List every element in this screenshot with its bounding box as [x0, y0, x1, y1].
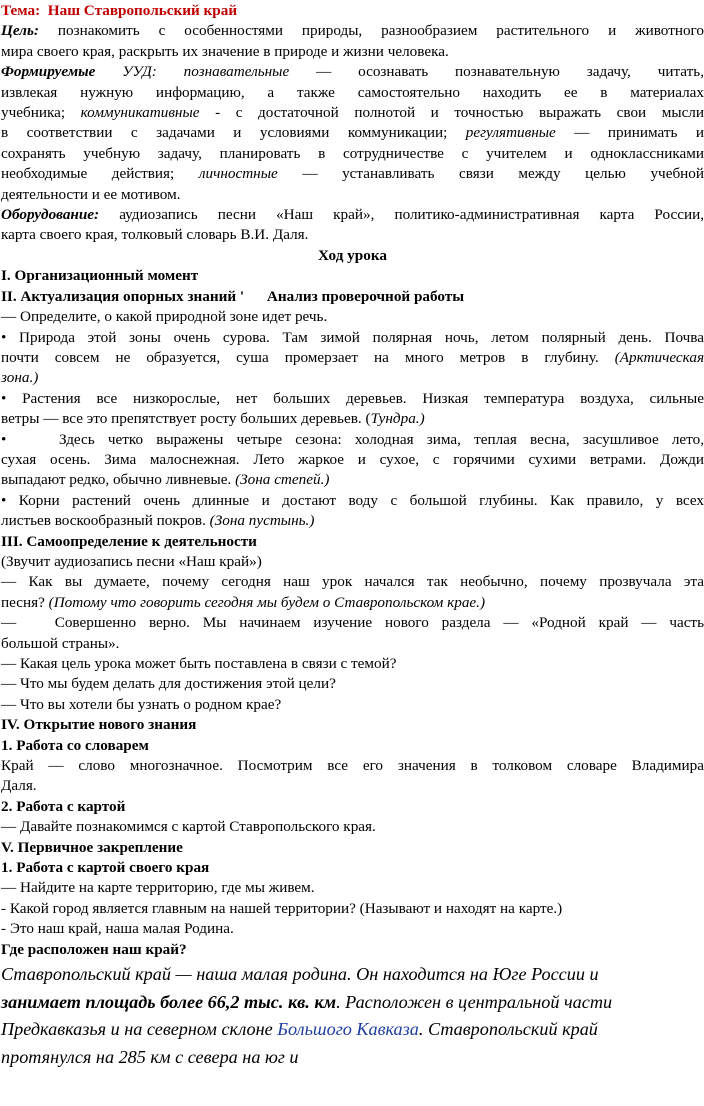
- equipment-text-1: аудиозапись песни «Наш край», политико-административная карта России,: [119, 206, 704, 224]
- uud-type-label: УУД:: [122, 63, 157, 81]
- topic-line: [1, 1, 704, 21]
- uud-text-6a: необходимые действия;: [1, 165, 175, 183]
- uud-text-3a: учебника;: [1, 104, 66, 122]
- bullet-1-line-1: • Природа этой зоны очень сурова. Там зимой полярная ночь, летом полярный день. Почва: [1, 328, 704, 346]
- section-2-heading: II. Актуализация опорных знаний ' Анализ проверочной работы: [1, 287, 465, 305]
- where-heading: Где расположен наш край?: [1, 940, 187, 958]
- document-page: [0, 1, 704, 1106]
- uud-line-4: [1, 123, 704, 143]
- bullet-1-answer-a: (Арктическая: [614, 348, 704, 366]
- section-4-1-line-1: Край — слово многозначное. Посмотрим все его значения в толковом словаре Владимира: [1, 757, 704, 775]
- bullet-2-line-2: [1, 409, 704, 429]
- uud-line-2: извлекая нужную информацию, а также самостоятельно находить ее в материалах: [1, 83, 704, 101]
- section-3-q5: — Что вы хотели бы узнать о родном крае?: [1, 695, 282, 713]
- section-3-audio-note: (Звучит аудиозапись песни «Наш край»): [1, 552, 262, 570]
- uud-line-3: [1, 103, 704, 123]
- bullet-1-text-2: почти совсем не образуется, суша промерзает на много метров в глубину.: [1, 348, 599, 366]
- uud-line-6: [1, 164, 704, 184]
- bullet-3-text-3: выпадают редко, обычно ливневые.: [1, 471, 232, 489]
- uud-text-1: — осознавать познавательную задачу, читать,: [316, 63, 704, 81]
- area-bold-text: занимает площадь более 66,2 тыс. кв. км: [1, 991, 337, 1012]
- equipment-label: Оборудование:: [1, 206, 100, 224]
- section-1-heading: I. Организационный момент: [1, 267, 199, 285]
- uud-text-4b: — принимать и: [574, 124, 704, 142]
- section-5-1-heading: 1. Работа с картой своего края: [1, 859, 210, 877]
- uud-regulative-label: регулятивные: [465, 124, 556, 142]
- equipment-line-1: [1, 205, 704, 225]
- section-4-heading: IV. Открытие нового знания: [1, 716, 197, 734]
- zone-question: — Определите, о какой природной зоне идет речь.: [1, 308, 328, 326]
- goal-line-2: мира своего края, раскрыть их значение в природе и жизни человека.: [1, 42, 449, 60]
- big-line-4: протянулся на 285 км с севера на юг и: [1, 1046, 299, 1067]
- bullet-2-text-2: ветры — все это препятствует росту больших деревьев. (: [1, 410, 371, 428]
- topic-label: Тема:: [1, 2, 41, 19]
- big-text-2: . Расположен в центральной части: [336, 991, 613, 1012]
- uud-text-6b: — устанавливать связи между целью учебной: [302, 165, 704, 183]
- section-3-q3: — Какая цель урока может быть поставлена в связи с темой?: [1, 655, 397, 672]
- section-4-1-line-2: Даля.: [1, 777, 37, 795]
- equipment-line-2: карта своего края, толковый словарь В.И. Даля.: [1, 226, 309, 244]
- bullet-3-line-3: [1, 470, 704, 490]
- uud-line-7: деятельности и ее мотивом.: [1, 185, 181, 203]
- section-3-q1-line-2: [1, 593, 704, 613]
- big-line-2: [1, 989, 704, 1017]
- section-3-q4: — Что мы будем делать для достижения этой цели?: [1, 675, 336, 693]
- uud-cognitive-label: познавательные: [183, 63, 290, 81]
- bullet-4-text-2: листьев воскообразный покров.: [1, 512, 206, 530]
- bullet-4-line-2: [1, 511, 704, 531]
- bullet-1-answer-b: зона.): [1, 369, 39, 387]
- bullet-2-line-1: • Растения все низкорослые, нет больших деревьев. Низкая температура воздуха, сильные: [1, 389, 704, 407]
- bullet-1-line-2: [1, 348, 704, 368]
- section-5-heading: V. Первичное закрепление: [1, 838, 183, 856]
- section-5-1-line-3: - Это наш край, наша малая Родина.: [1, 920, 234, 938]
- big-line-1: Ставропольский край — наша малая родина. Он находится на Юге России и: [1, 964, 599, 985]
- uud-line-5: сохранять учебную задачу, планировать в сотрудничестве с учителем и одноклассниками: [1, 144, 704, 162]
- section-3-q2-line-2: большой страны».: [1, 634, 120, 652]
- section-4-2-line-1: — Давайте познакомимся с картой Ставропольского края.: [1, 818, 376, 836]
- bullet-3-line-2: сухая осень. Зима малоснежная. Лето жаркое и сухое, с горячими сухими ветрами. Дожди: [1, 450, 704, 468]
- section-5-1-line-1: — Найдите на карте территорию, где мы живем.: [1, 879, 315, 897]
- uud-label: Формируемые: [1, 63, 96, 81]
- big-text-3a: Предкавказья и на северном склоне: [1, 1019, 273, 1040]
- goal-label: Цель:: [1, 22, 39, 40]
- bullet-4-line-1: • Корни растений очень длинные и достают воду с большой глубины. Как правило, у всех: [1, 491, 704, 509]
- uud-communicative-label: коммуникативные: [80, 104, 200, 122]
- uud-personal-label: личностные: [198, 165, 278, 183]
- section-3-q2-line-1: — Совершенно верно. Мы начинаем изучение нового раздела — «Родной край — часть: [1, 614, 704, 632]
- big-line-3: [1, 1016, 704, 1044]
- caucasus-link[interactable]: Большого Кавказа: [277, 1019, 419, 1040]
- section-3-q1-answer: (Потому что говорить сегодня мы будем о Ставропольском крае.): [48, 593, 486, 611]
- bullet-3-answer: (Зона степей.): [235, 471, 330, 489]
- section-3-q1-text-2: песня?: [1, 593, 45, 611]
- big-text-3b: . Ставропольский край: [418, 1019, 598, 1040]
- section-4-1-heading: 1. Работа со словарем: [1, 736, 149, 754]
- bullet-2-answer: Тундра.): [370, 410, 425, 428]
- bullet-4-answer: (Зона пустынь.): [209, 512, 315, 530]
- uud-text-4a: в соответствии с задачами и условиями коммуникации;: [1, 124, 448, 142]
- section-5-1-line-2: - Какой город является главным на нашей территории? (Называют и находят на карте.): [1, 899, 563, 917]
- goal-line-1: [1, 21, 704, 41]
- goal-text-1: познакомить с особенностями природы, разнообразием растительного и животного: [57, 22, 704, 40]
- uud-line-1: [1, 62, 704, 82]
- lesson-heading: Ход урока: [318, 246, 387, 264]
- bullet-3-line-1: • Здесь четко выражены четыре сезона: холодная зима, теплая весна, засушливое лето,: [1, 430, 704, 448]
- uud-text-3b: - с достаточной полнотой и точностью выражать свои мысли: [215, 104, 704, 122]
- section-3-q1-line-1: — Как вы думаете, почему сегодня наш урок начался так необычно, почему прозвучала эта: [1, 573, 704, 591]
- section-4-2-heading: 2. Работа с картой: [1, 797, 126, 815]
- section-3-heading: III. Самоопределение к деятельности: [1, 532, 257, 550]
- topic-title: Наш Ставропольский край: [47, 2, 238, 19]
